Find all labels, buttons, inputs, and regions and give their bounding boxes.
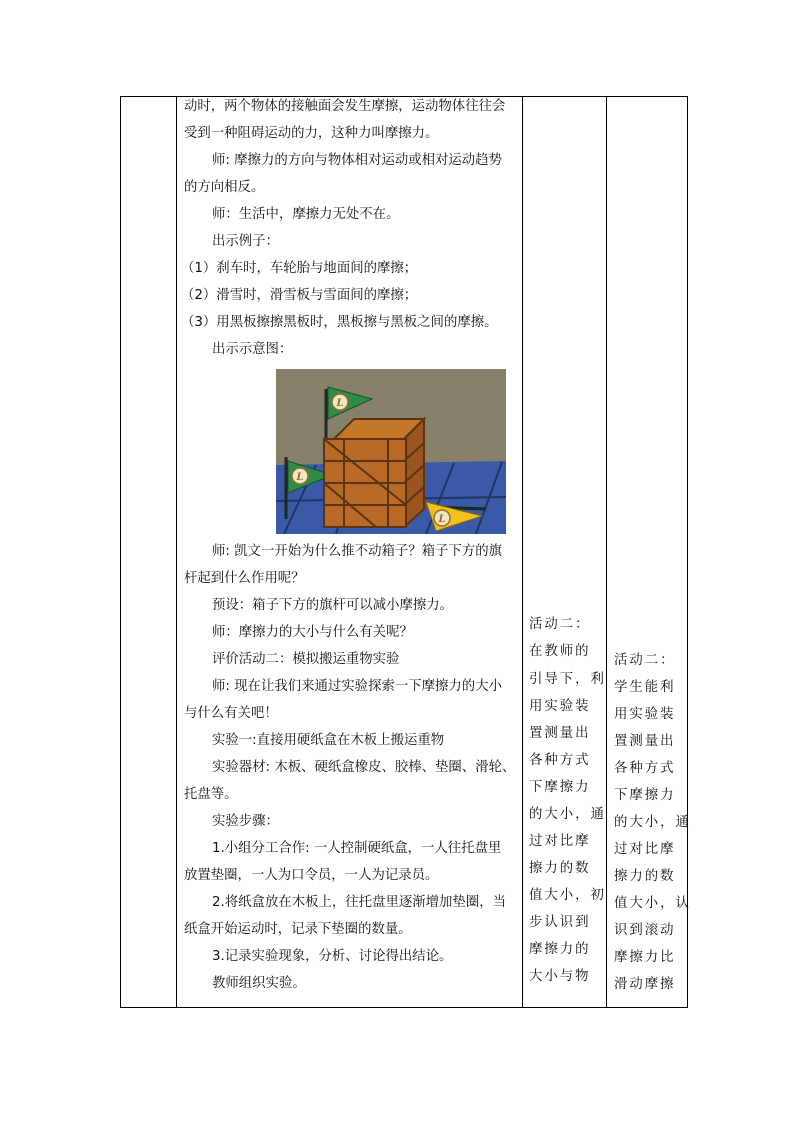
text-line: 实验一:直接用硬纸盒在木板上搬运重物 (212, 733, 445, 748)
evaluation-line: 用实验装 (614, 707, 676, 722)
activity-line: 摩擦力的 (529, 942, 591, 957)
activity-line: 用实验装 (529, 699, 591, 714)
text-line: （2）滑雪时，滑雪板与雪面间的摩擦； (181, 288, 418, 303)
column-divider (176, 97, 177, 1007)
text-line: 实验器材: 木板、硬纸盒橡皮、胶棒、垫圈、滑轮、 (212, 760, 516, 775)
evaluation-line: 学生能利 (614, 680, 676, 695)
lesson-table (120, 96, 691, 1008)
text-line: 师：生活中，摩擦力无处不在。 (212, 207, 400, 222)
text-line: 受到一种阻碍运动的力，这种力叫摩擦力。 (184, 126, 439, 141)
text-line: （3）用黑板擦擦黑板时，黑板擦与黑板之间的摩擦。 (181, 315, 498, 330)
evaluation-line: 的大小，通 (614, 815, 691, 830)
flag-letter: L (296, 472, 304, 483)
flag-letter: L (438, 514, 446, 525)
column-divider (606, 97, 607, 1007)
evaluation-line: 摩擦力比 (614, 950, 676, 965)
evaluation-line: 置测量出 (614, 734, 676, 749)
activity-line: 的大小，通 (529, 807, 606, 822)
text-line: 3.记录实验现象，分析、讨论得出结论。 (212, 949, 453, 964)
evaluation-line: 滑动摩擦 (614, 977, 676, 992)
activity-line: 下摩擦力 (529, 780, 591, 795)
text-line: 评价活动二：模拟搬运重物实验 (212, 652, 400, 667)
column-divider (522, 97, 523, 1007)
evaluation-line: 下摩擦力 (614, 788, 676, 803)
activity-line: 步认识到 (529, 915, 591, 930)
text-line: 师：摩擦力的大小与什么有关呢？ (212, 625, 413, 640)
crate-illustration-svg (276, 369, 506, 534)
text-line: 师: 凯文一开始为什么推不动箱子？箱子下方的旗 (212, 544, 502, 559)
text-line: 师: 摩擦力的方向与物体相对运动或相对运动趋势 (212, 153, 502, 168)
evaluation-line: 擦力的数 (614, 869, 676, 884)
crate-illustration (276, 369, 506, 534)
text-line: （1）刹车时，车轮胎与地面间的摩擦； (181, 261, 418, 276)
activity-line: 置测量出 (529, 726, 591, 741)
text-line: 的方向相反。 (184, 180, 265, 195)
text-line: 动时，两个物体的接触面会发生摩擦，运动物体往往会 (184, 99, 506, 114)
text-line: 纸盒开始运动时，记录下垫圈的数量。 (184, 922, 412, 937)
text-line: 2.将纸盒放在木板上，往托盘里逐渐增加垫圈，当 (212, 895, 506, 910)
text-line: 出示示意图： (212, 342, 293, 357)
flag-letter: L (336, 398, 344, 409)
text-line: 预设：箱子下方的旗杆可以减小摩擦力。 (212, 598, 454, 613)
activity-line: 过对比摩 (529, 834, 591, 849)
text-line: 师: 现在让我们来通过实验探索一下摩擦力的大小 (212, 679, 502, 694)
activity-line: 引导下，利 (529, 672, 606, 687)
activity-line: 擦力的数 (529, 861, 591, 876)
activity-line: 在教师的 (529, 644, 591, 659)
text-line: 放置垫圈，一人为口令员，一人为记录员。 (184, 868, 439, 883)
activity-line: 值大小，初 (529, 888, 606, 903)
evaluation-line: 活动二： (614, 653, 676, 668)
activity-line: 各种方式 (529, 753, 591, 768)
evaluation-line: 识到滚动 (614, 923, 676, 938)
evaluation-line: 过对比摩 (614, 842, 676, 857)
text-line: 杆起到什么作用呢？ (184, 571, 305, 586)
evaluation-line: 各种方式 (614, 761, 676, 776)
text-line: 与什么有关吧！ (184, 706, 278, 721)
text-line: 托盘等。 (184, 787, 238, 802)
text-line: 出示例子： (212, 234, 279, 249)
activity-line: 活动二： (529, 617, 591, 632)
text-line: 1.小组分工合作: 一人控制硬纸盒，一人往托盘里 (212, 841, 502, 856)
text-line: 教师组织实验。 (212, 976, 306, 991)
evaluation-line: 值大小，认 (614, 896, 691, 911)
text-line: 实验步骤： (212, 814, 279, 829)
activity-line: 大小与物 (529, 969, 591, 984)
